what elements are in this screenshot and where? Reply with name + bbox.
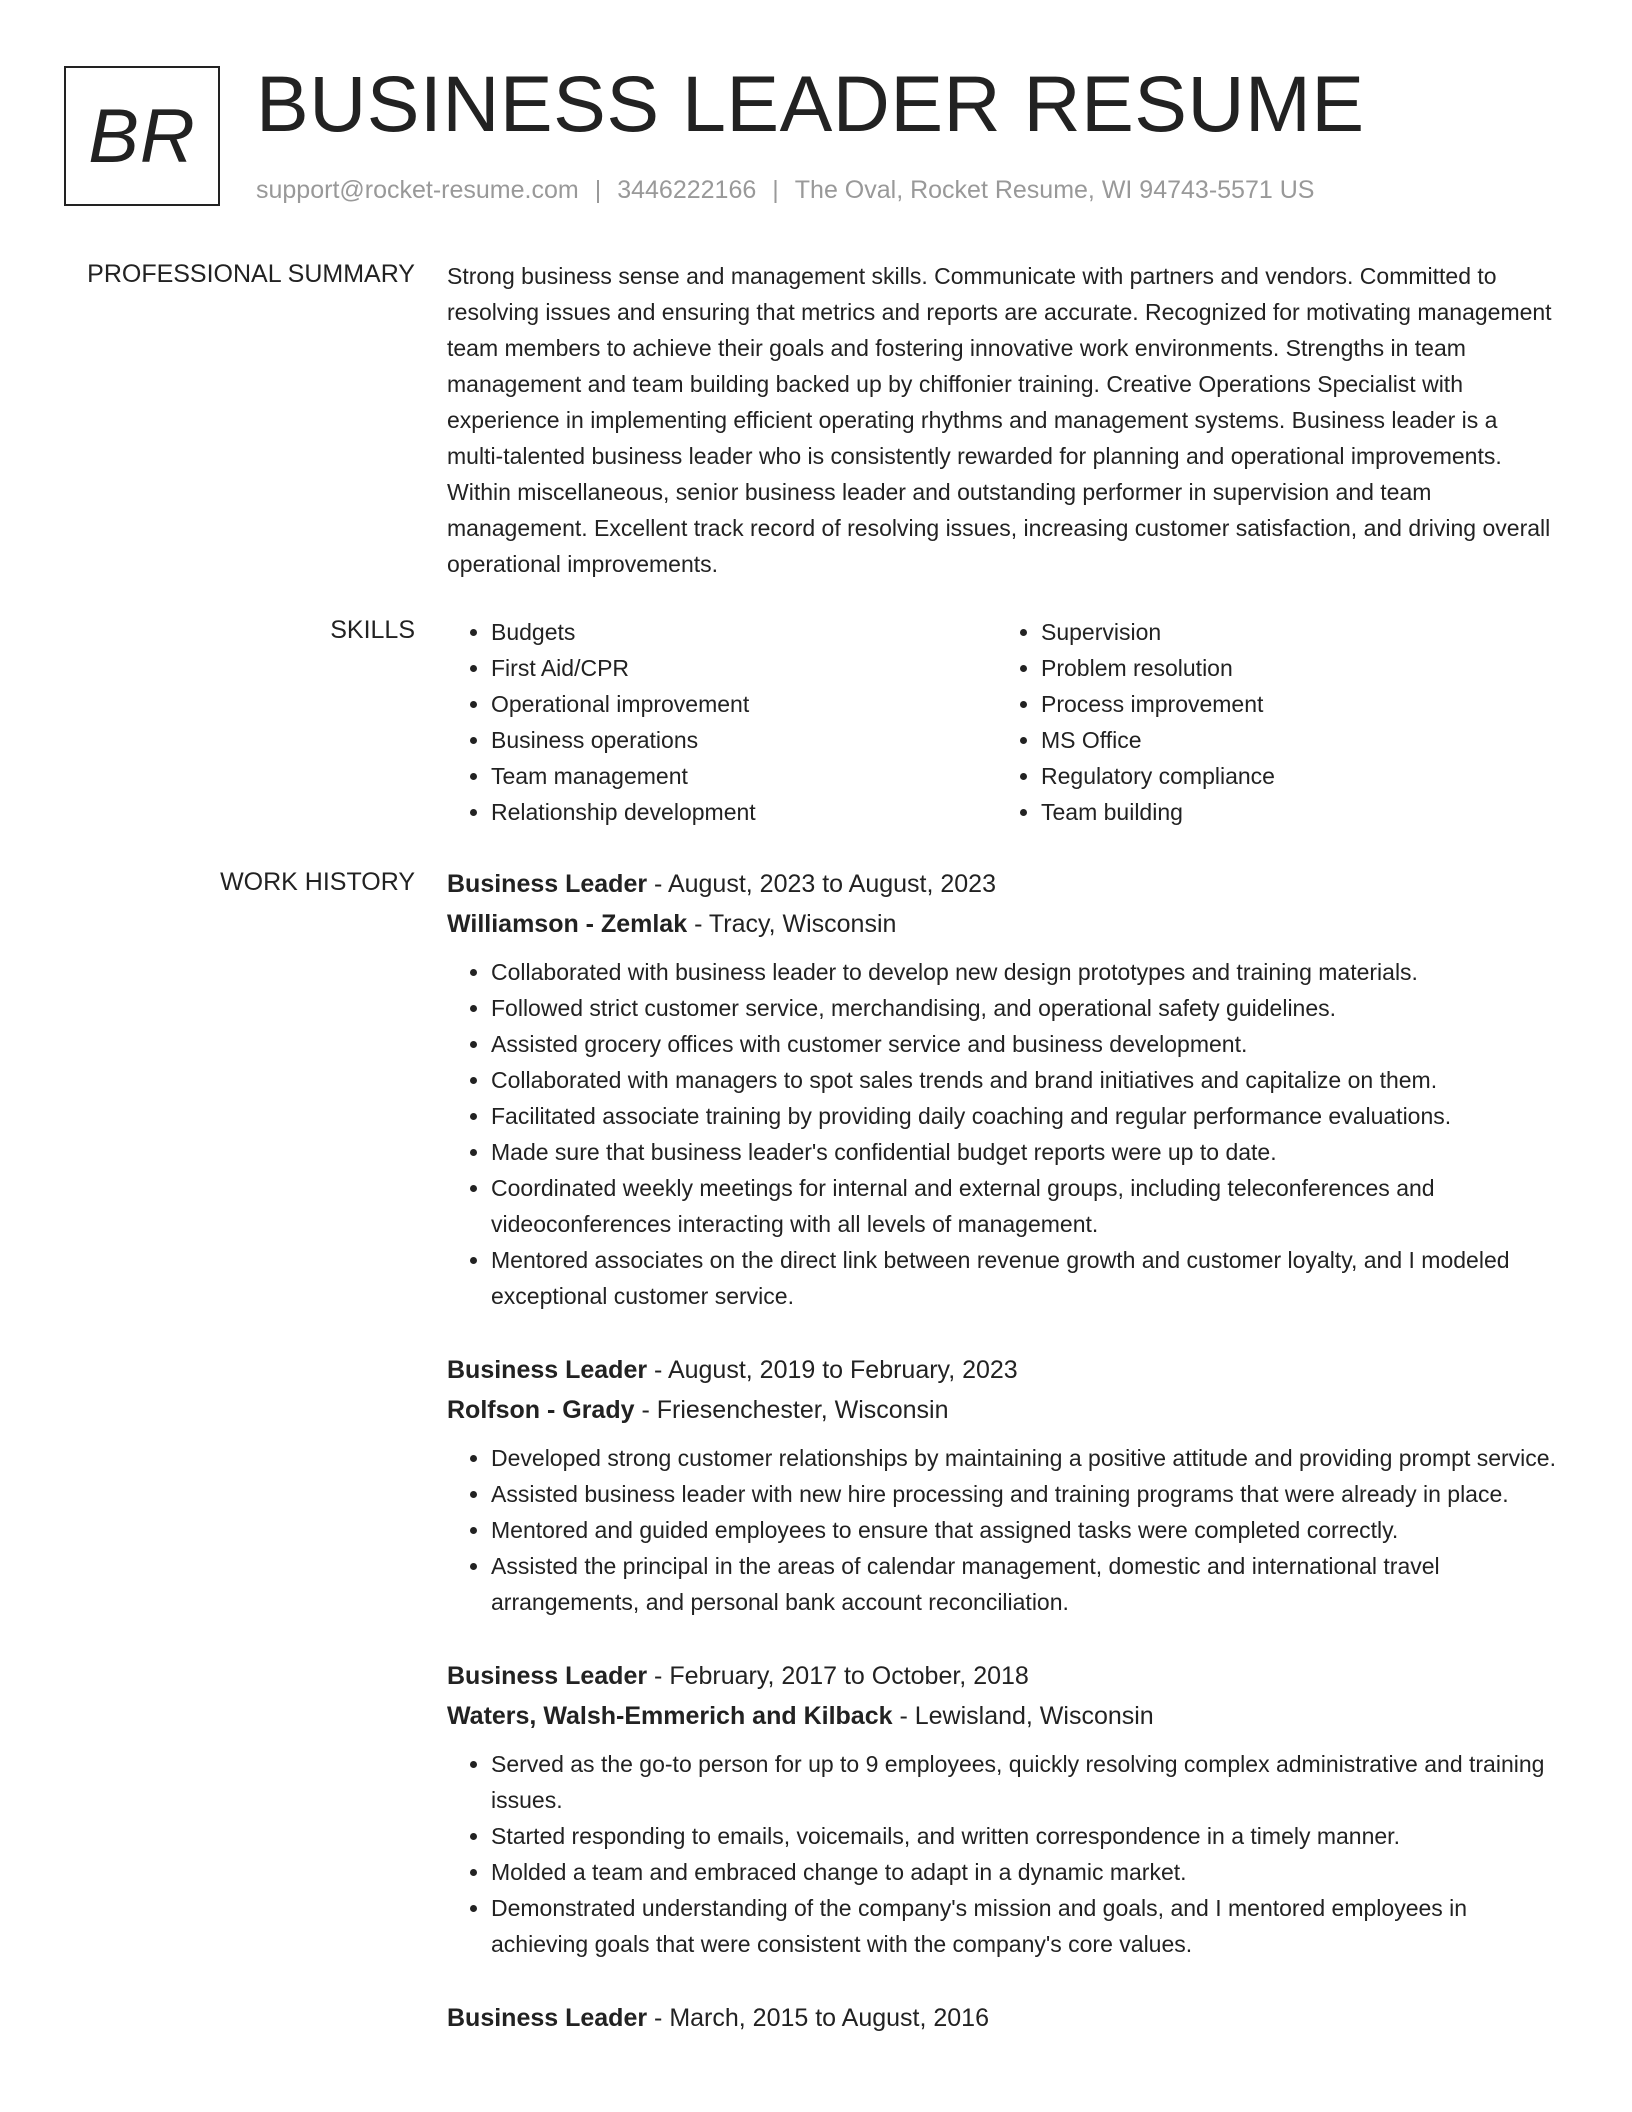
skills-body [447,614,1557,830]
job-entry [447,864,1557,1314]
job-title: Business Leader [447,1662,648,1690]
monogram-logo: BR [64,66,220,206]
job-company-line [447,1696,1557,1736]
summary-text: Strong business sense and management skills. Communicate with partners and vendors. Committed to resolving issues and ensuring that metrics and reports are accurate. Recognized for motivating management team members to achieve their goals and fostering innovative work environments. Strengths in team management and team building backed up by chiffonier training. Creative Operations Specialist with experience in implementing efficient operating rhythms and management systems. Business leader is a multi-talented business leader who is consistently rewarded for planning and operational improvements. Within miscellaneous, senior business leader and outstanding performer in supervision and team management. Excellent track record of resolving issues, increasing customer satisfaction, and driving overall operational improvements. [447,263,1552,577]
job-bullet: • Collaborated with business leader to develop new design prototypes and training materials. [491,954,1557,990]
contact-address: The Oval, Rocket Resume, WI 94743-5571 US [794,176,1315,204]
job-title-line [447,1656,1557,1696]
skill-item: • Relationship development [491,794,997,830]
job-dates: - August, 2023 to August, 2023 [654,870,996,898]
skills-list-left [447,614,997,830]
job-entry [447,1656,1557,1962]
skill-item: • Supervision [1041,614,1547,650]
contact-email[interactable]: support@rocket-resume.com [256,176,579,204]
skill-item: • Team management [491,758,997,794]
job-dates: - August, 2019 to February, 2023 [654,1356,1018,1384]
job-bullet: • Served as the go-to person for up to 9 employees, quickly resolving complex administrative and training issues. [491,1746,1557,1818]
contact-separator: | [772,176,779,204]
skills-list-right [997,614,1547,830]
job-title: Business Leader [447,870,648,898]
skill-item: • Process improvement [1041,686,1547,722]
job-entry [447,1998,1557,2038]
summary-body [447,258,1557,582]
job-bullets [447,1440,1557,1620]
job-bullet: • Demonstrated understanding of the company's mission and goals, and I mentored employees in achieving goals that were consistent with the company's core values. [491,1890,1557,1962]
job-bullets [447,954,1557,1314]
job-bullet: • Followed strict customer service, merchandising, and operational safety guidelines. [491,990,1557,1026]
skill-item: • Budgets [491,614,997,650]
skill-item: • Team building [1041,794,1547,830]
job-bullet: • Facilitated associate training by providing daily coaching and regular performance evaluations. [491,1098,1557,1134]
skill-item: • Problem resolution [1041,650,1547,686]
job-dates: - March, 2015 to August, 2016 [654,2004,989,2032]
contact-phone[interactable]: 3446222166 [617,176,757,204]
job-title: Business Leader [447,1356,648,1384]
job-company-line [447,904,1557,944]
job-bullet: • Made sure that business leader's confidential budget reports were up to date. [491,1134,1557,1170]
job-company: Waters, Walsh-Emmerich and Kilback [447,1702,893,1730]
skill-item: • Business operations [491,722,997,758]
job-title: Business Leader [447,2004,648,2032]
skill-item: • Regulatory compliance [1041,758,1547,794]
skill-item: • First Aid/CPR [491,650,997,686]
work-history-heading: WORK HISTORY [220,868,415,896]
contact-separator: | [594,176,602,204]
job-title-line [447,1998,1557,2038]
job-company: Williamson - Zemlak [447,910,688,938]
job-bullet: • Mentored and guided employees to ensure that assigned tasks were completed correctly. [491,1512,1557,1548]
job-location: - Tracy, Wisconsin [694,910,897,938]
job-dates: - February, 2017 to October, 2018 [654,1662,1029,1690]
job-company-line [447,1390,1557,1430]
job-entry [447,1350,1557,1620]
skill-item: • MS Office [1041,722,1547,758]
summary-heading: PROFESSIONAL SUMMARY [87,260,415,288]
job-title-line [447,864,1557,904]
job-bullet: • Molded a team and embraced change to adapt in a dynamic market. [491,1854,1557,1890]
job-title-line [447,1350,1557,1390]
job-bullet: • Assisted the principal in the areas of calendar management, domestic and international travel arrangements, and personal bank account reconciliation. [491,1548,1557,1620]
page-title: BUSINESS LEADER RESUME [256,59,1365,148]
job-bullet: • Assisted business leader with new hire processing and training programs that were already in place. [491,1476,1557,1512]
skills-heading: SKILLS [330,616,415,644]
job-bullet: • Coordinated weekly meetings for internal and external groups, including teleconferences and videoconferences interacting with all levels of management. [491,1170,1557,1242]
job-bullet: • Mentored associates on the direct link between revenue growth and customer loyalty, and I modeled exceptional customer service. [491,1242,1557,1314]
job-bullets [447,1746,1557,1962]
job-location: - Lewisland, Wisconsin [899,1702,1154,1730]
job-bullet: • Developed strong customer relationships by maintaining a positive attitude and providing prompt service. [491,1440,1557,1476]
job-bullet: • Collaborated with managers to spot sales trends and brand initiatives and capitalize on them. [491,1062,1557,1098]
job-company: Rolfson - Grady [447,1396,635,1424]
job-bullet: • Assisted grocery offices with customer service and business development. [491,1026,1557,1062]
job-location: - Friesenchester, Wisconsin [641,1396,949,1424]
job-bullet: • Started responding to emails, voicemails, and written correspondence in a timely manner. [491,1818,1557,1854]
contact-line [256,174,1314,206]
work-history-body [447,864,1557,2074]
skill-item: • Operational improvement [491,686,997,722]
